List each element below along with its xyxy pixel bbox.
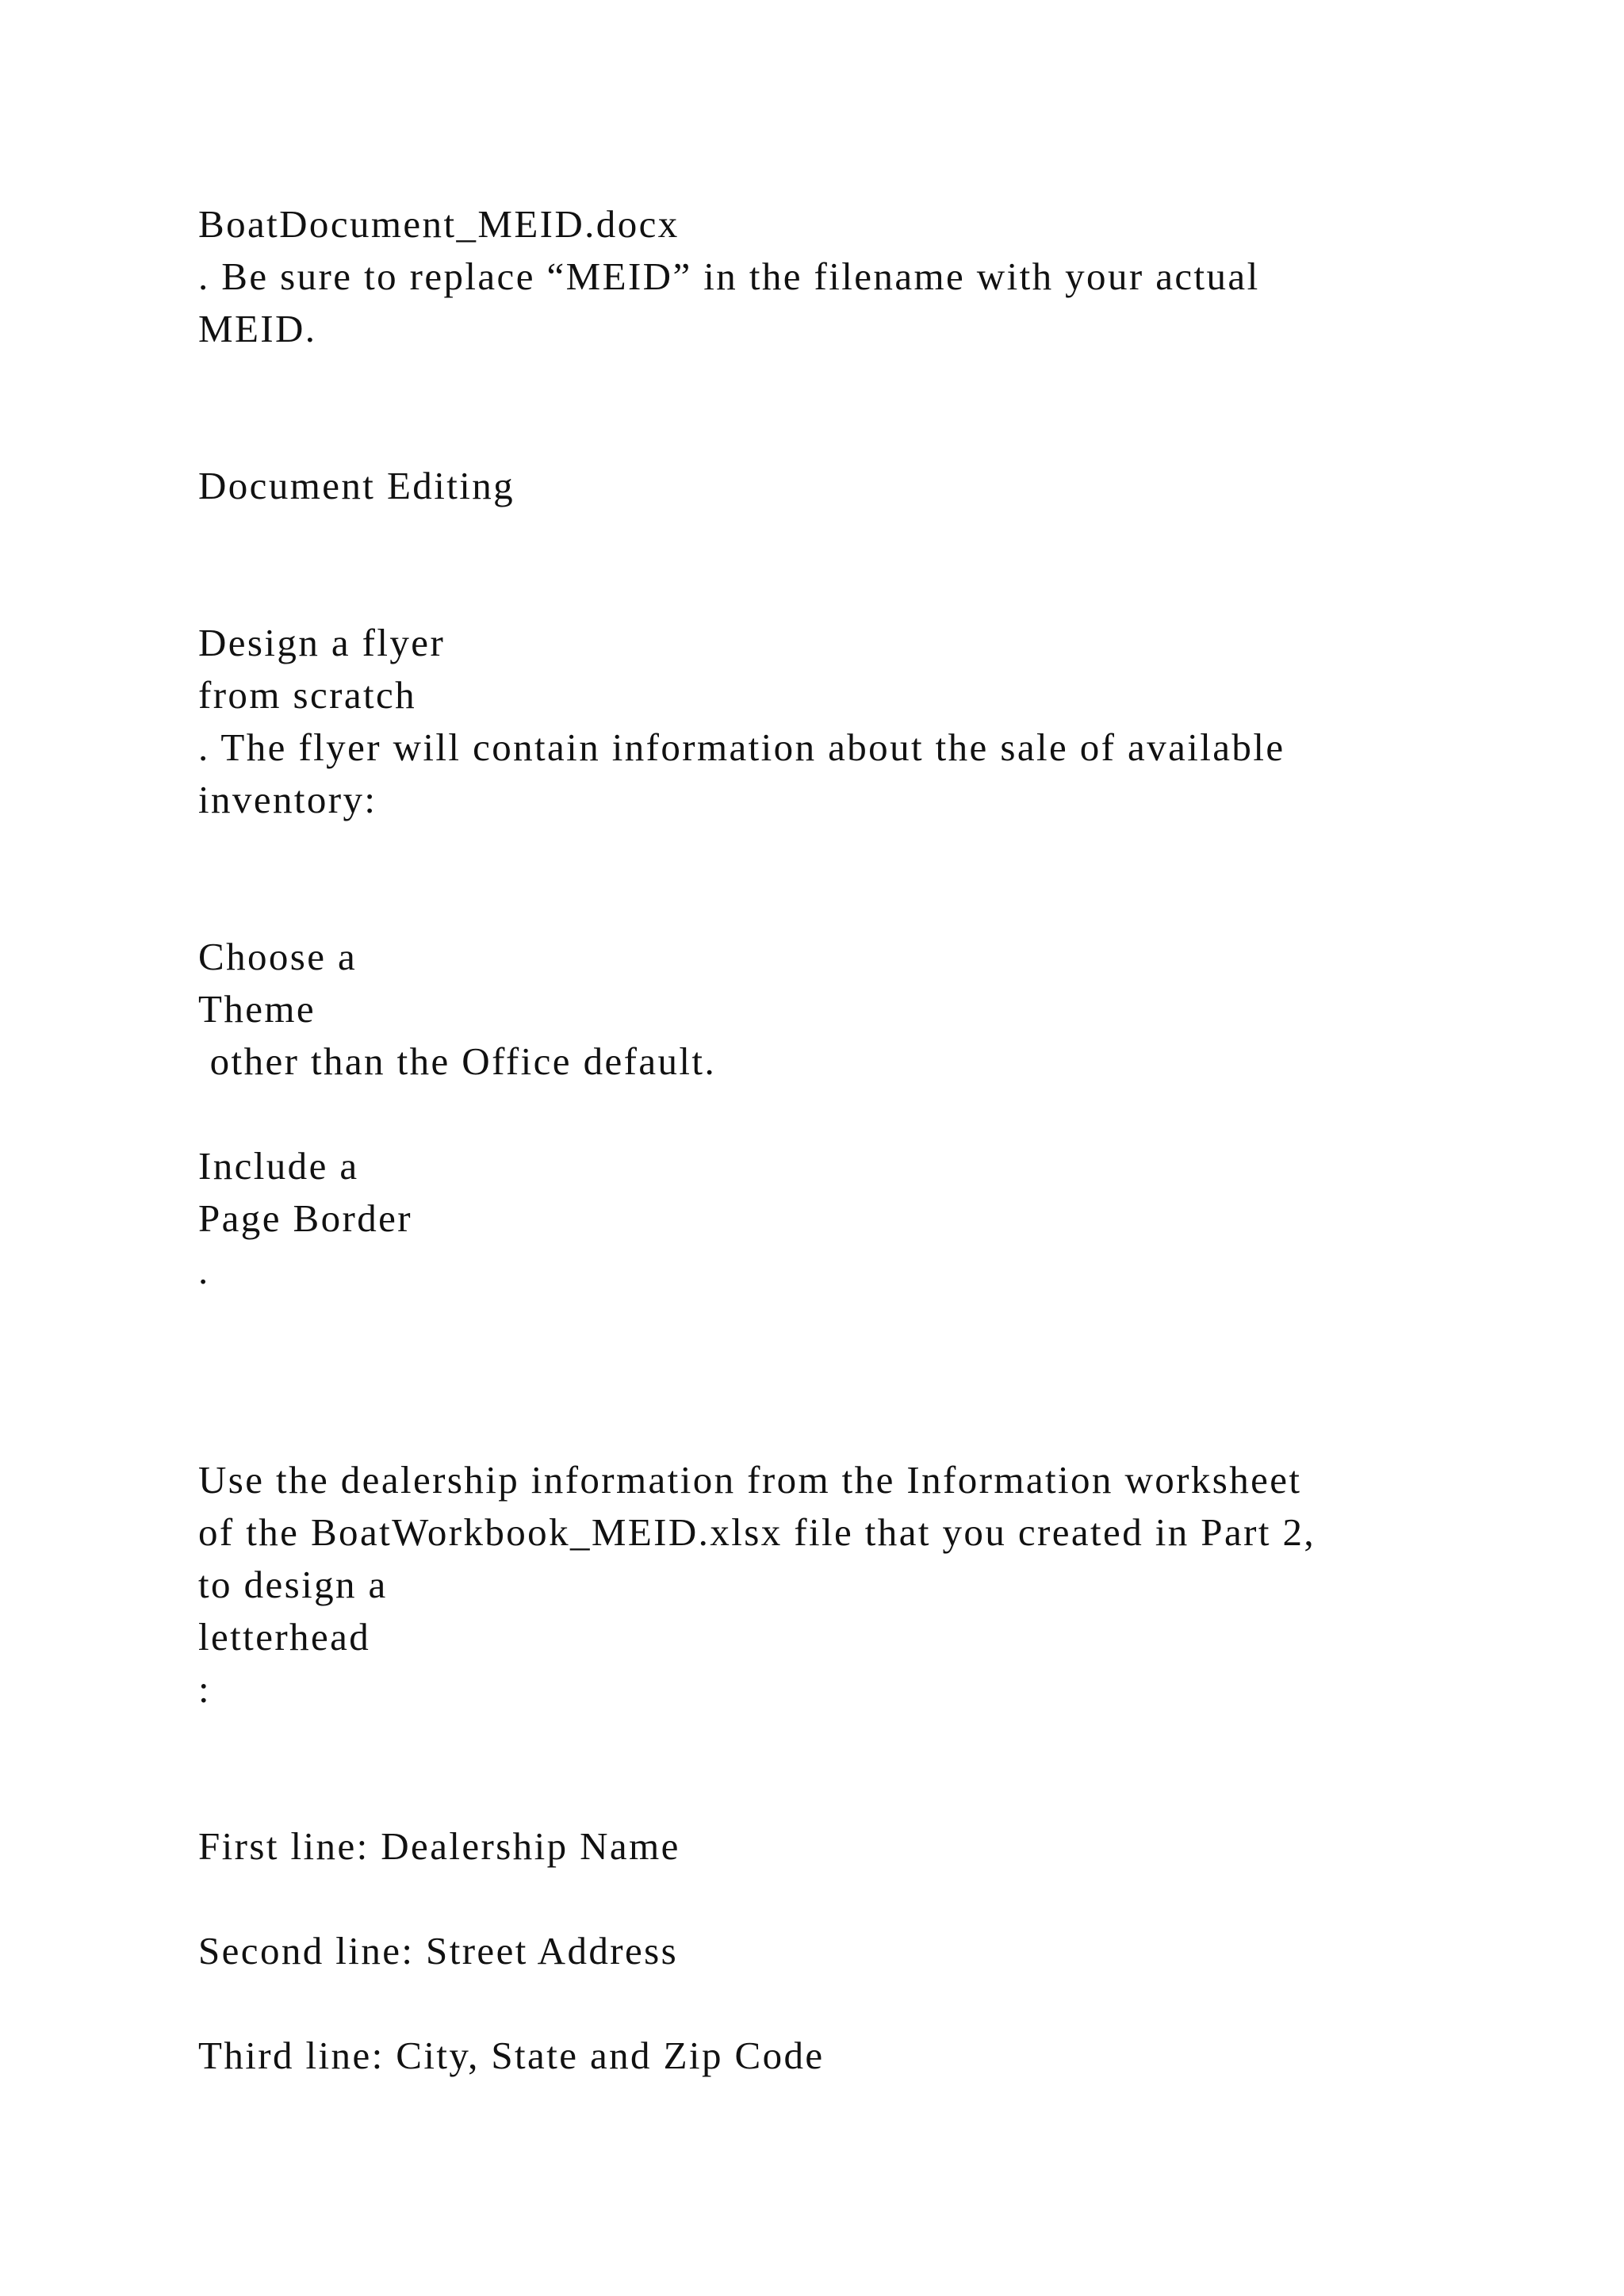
theme-instruction-end: other than the Office default. xyxy=(198,1039,717,1083)
replace-meid-instruction-end: MEID. xyxy=(198,307,317,350)
letterhead-instruction-end: : xyxy=(198,1667,212,1711)
border-instruction-end: . xyxy=(198,1249,210,1292)
letterhead-second-line: Second line: Street Address xyxy=(198,1929,679,1973)
filename-line: BoatDocument_MEID.docx xyxy=(198,202,680,246)
letterhead-instruction-line-2: of the BoatWorkbook_MEID.xlsx file that you created in Part 2, xyxy=(198,1510,1316,1554)
letterhead-instruction-emphasis: letterhead xyxy=(198,1615,371,1659)
border-instruction-start: Include a xyxy=(198,1144,359,1188)
theme-instruction-start: Choose a xyxy=(198,935,358,978)
section-heading-document-editing: Document Editing xyxy=(198,464,515,507)
flyer-instruction-start: Design a flyer xyxy=(198,621,446,664)
flyer-instruction-body: . The flyer will contain information about the sale of available xyxy=(198,725,1285,769)
replace-meid-instruction: . Be sure to replace “MEID” in the filename with your actual xyxy=(198,254,1260,298)
letterhead-first-line: First line: Dealership Name xyxy=(198,1824,680,1868)
flyer-instruction-emphasis: from scratch xyxy=(198,673,417,717)
letterhead-instruction-line-3: to design a xyxy=(198,1563,388,1606)
flyer-instruction-end: inventory: xyxy=(198,778,377,821)
letterhead-third-line: Third line: City, State and Zip Code xyxy=(198,2034,825,2077)
letterhead-instruction-line-1: Use the dealership information from the Information worksheet xyxy=(198,1458,1302,1502)
theme-instruction-emphasis: Theme xyxy=(198,987,316,1031)
border-instruction-emphasis: Page Border xyxy=(198,1196,412,1240)
